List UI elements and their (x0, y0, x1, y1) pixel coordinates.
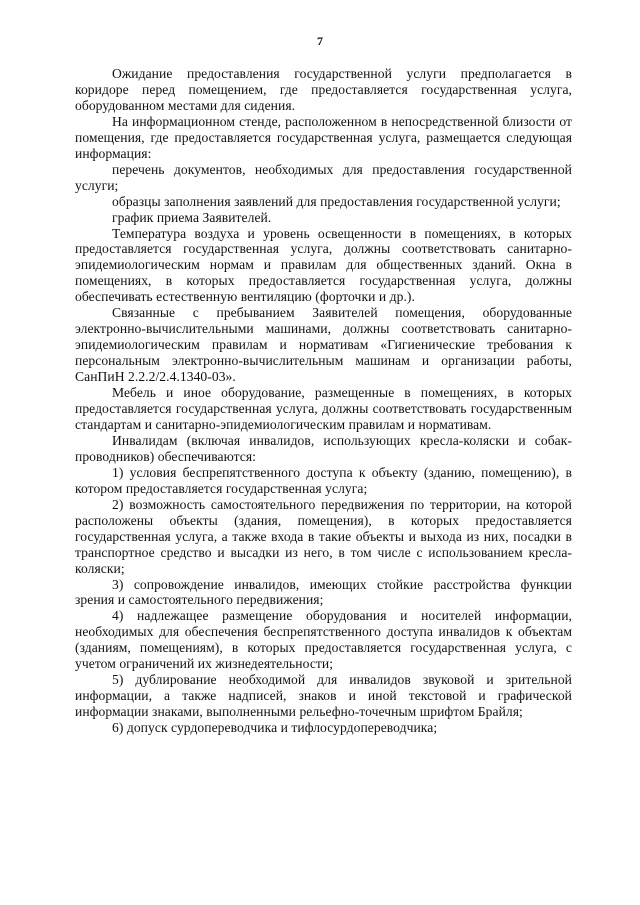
paragraph-application-samples: образцы заполнения заявлений для предоставления государственной услуги; (112, 193, 561, 209)
list-item-2: 2) возможность самостоятельного передвижения по территории, на которой расположены объекты (здания, помещения), в которых предоставляется государственная услуга, а также входа в такие объекты и выхода из них, посадки в транспортное средство и высадки из него, в том числе с использованием кресла-коляски; (75, 496, 572, 576)
document-body (75, 66, 572, 736)
paragraph-reception-schedule: график приема Заявителей. (112, 209, 272, 225)
paragraph-waiting-area: Ожидание предоставления государственной услуги предполагается в коридоре перед помещением, где предоставляется государственная услуга, оборудованном местами для сидения. (75, 66, 572, 113)
paragraph-air-temperature: Температура воздуха и уровень освещенности в помещениях, в которых предоставляется государственная услуга, должны соответствовать санитарно-эпидемиологическим нормам и правилам для общественных зданий. Окна в помещениях, в которых предоставляется государственная услуга, должны обеспечивать естественную вентиляцию (форточки и др.). (75, 225, 572, 305)
paragraph-furniture: Мебель и иное оборудование, размещенные в помещениях, в которых предоставляется государственная услуга, должны соответствовать государственным стандартам и санитарно-эпидемиологическим правилам и нормативам. (75, 385, 572, 432)
paragraph-documents-list: перечень документов, необходимых для предоставления государственной услуги; (75, 161, 572, 193)
list-item-5: 5) дублирование необходимой для инвалидов звуковой и зрительной информации, а также надписей, знаков и иной текстовой и графической информации знаками, выполненными рельефно-точечным шрифтом Брайля; (75, 672, 572, 720)
paragraph-info-stand: На информационном стенде, расположенном в непосредственной близости от помещения, где предоставляется государственная услуга, размещается следующая информация: (75, 113, 572, 161)
list-item-3: 3) сопровождение инвалидов, имеющих стойкие расстройства функции зрения и самостоятельного передвижения; (75, 576, 572, 608)
paragraph-computer-rooms: Связанные с пребыванием Заявителей помещения, оборудованные электронно-вычислительными машинами, должны соответствовать санитарно-эпидемиологическим правилам и нормативам «Гигиенические требования к персональным электронно-вычислительным машинам и организации работы, СанПиН 2.2.2/2.4.1340-03». (75, 305, 572, 385)
page-number: 7 (317, 34, 323, 48)
list-item-4: 4) надлежащее размещение оборудования и носителей информации, необходимых для обеспечения беспрепятственного доступа инвалидов к объектам (зданиям, помещениям), в которых предоставляется государственная услуга, с учетом ограничений их жизнедеятельности; (75, 608, 572, 672)
list-item-1: 1) условия беспрепятственного доступа к объекту (зданию, помещению), в котором предоставляется государственная услуга; (75, 464, 572, 496)
paragraph-disabled-intro: Инвалидам (включая инвалидов, использующих кресла-коляски и собак-проводников) обеспечиваются: (75, 432, 572, 464)
list-item-6: 6) допуск сурдопереводчика и тифлосурдопереводчика; (112, 720, 438, 736)
